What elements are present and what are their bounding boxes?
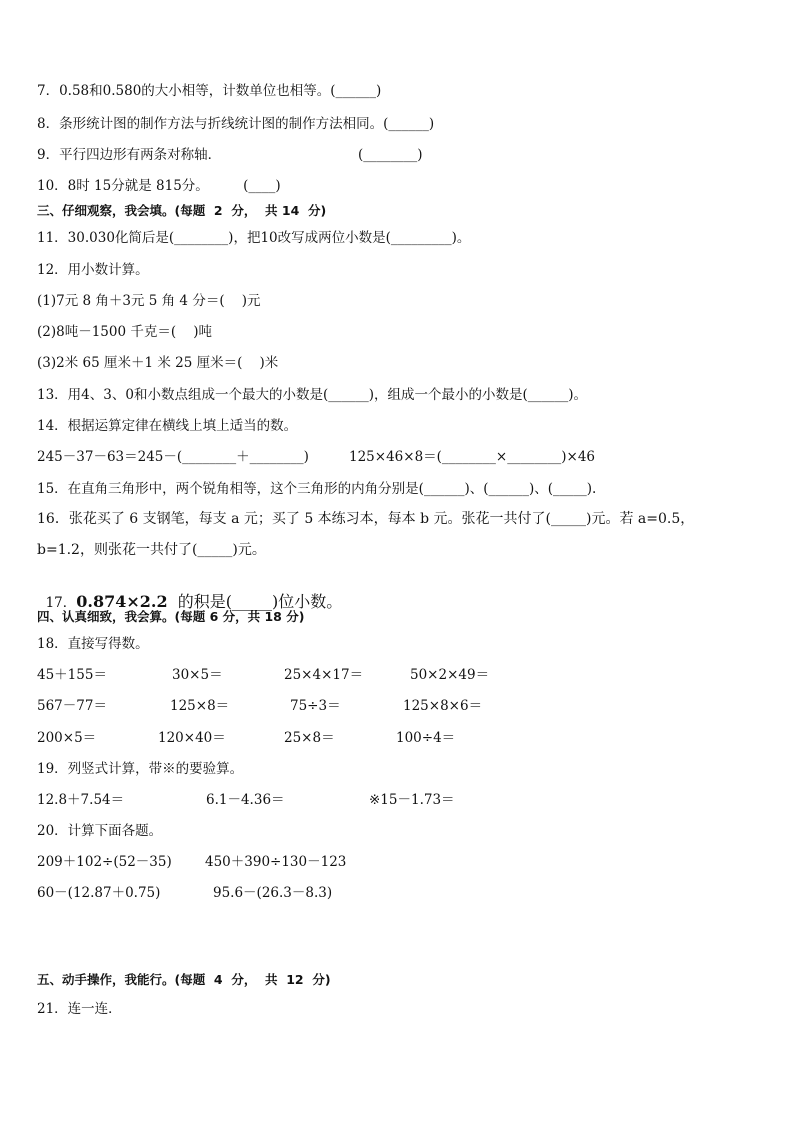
- q18-r3-c1: 200×5＝: [37, 730, 97, 746]
- section-4-header: 四、认真细致，我会算。(每题 6 分，共 18 分): [37, 609, 305, 624]
- q18-r1-c2: 30×5＝: [172, 667, 223, 683]
- q18-r3-c4: 100÷4＝: [396, 730, 456, 746]
- question-18: 18．直接写得数。: [37, 636, 149, 652]
- question-17-number: 17．: [45, 595, 77, 611]
- q20-r2-c2: 95.6－(26.3－8.3): [213, 885, 333, 901]
- q18-r3-c3: 25×8＝: [284, 730, 335, 746]
- question-9-blank: (________): [358, 147, 423, 163]
- q19-item-2: 6.1－4.36＝: [206, 792, 285, 808]
- q20-r1-c1: 209＋102÷(52－35): [37, 854, 172, 870]
- q18-r3-c2: 120×40＝: [158, 730, 226, 746]
- q18-r2-c2: 125×8＝: [170, 698, 230, 714]
- question-16-line2: b=1.2，则张花一共付了(_____)元。: [37, 542, 266, 558]
- question-11: 11．30.030化简后是(________)，把10改写成两位小数是(_________)。: [37, 230, 471, 246]
- question-17: [37, 575, 342, 612]
- question-17-expression: 0.874×2.2: [76, 592, 168, 611]
- section-5-header: 五、动手操作，我能行。(每题 4 分， 共 12 分): [37, 972, 331, 987]
- question-20: 20．计算下面各题。: [37, 823, 163, 839]
- q20-r1-c2: 450＋390÷130－123: [205, 854, 347, 870]
- question-16-line1: 16．张花买了 6 支钢笔，每支 a 元；买了 5 本练习本，每本 b 元。张花一共付了(_____)元。若 a=0.5，: [37, 511, 695, 527]
- q18-r2-c3: 75÷3＝: [290, 698, 341, 714]
- q18-r2-c1: 567－77＝: [37, 698, 107, 714]
- question-9: 9．平行四边形有两条对称轴．: [37, 147, 222, 163]
- question-13: 13．用4、3、0和小数点组成一个最大的小数是(______)，组成一个最小的小数是(______)。: [37, 387, 588, 403]
- q18-r2-c4: 125×8×6＝: [403, 698, 483, 714]
- question-15: 15．在直角三角形中，两个锐角相等，这个三角形的内角分别是(______)、(______)、(_____).: [37, 481, 597, 497]
- q18-r1-c4: 50×2×49＝: [410, 667, 490, 683]
- q18-r1-c3: 25×4×17＝: [284, 667, 364, 683]
- question-21: 21．连一连．: [37, 1001, 122, 1017]
- question-10: 10．8时 15分就是 815分。 (____): [37, 178, 281, 194]
- q19-item-3: ※15－1.73＝: [369, 792, 455, 808]
- question-8: 8．条形统计图的制作方法与折线统计图的制作方法相同。(______): [37, 116, 435, 132]
- q20-r2-c1: 60－(12.87＋0.75): [37, 885, 161, 901]
- question-12-3: (3)2米 65 厘米＋1 米 25 厘米＝( )米: [37, 355, 279, 371]
- question-12: 12．用小数计算。: [37, 262, 149, 278]
- q18-r1-c1: 45＋155＝: [37, 667, 107, 683]
- question-19: 19．列竖式计算，带※的要验算。: [37, 761, 244, 777]
- section-3-header: 三、仔细观察，我会填。(每题 2 分， 共 14 分): [37, 203, 327, 218]
- question-12-2: (2)8吨－1500 千克＝( )吨: [37, 324, 213, 340]
- question-17-text: 的积是(_____)位小数。: [167, 592, 343, 611]
- q19-item-1: 12.8＋7.54＝: [37, 792, 125, 808]
- question-14-a: 245－37－63＝245－(________＋________): [37, 449, 309, 465]
- question-14-b: 125×46×8＝(________×________)×46: [349, 449, 595, 465]
- question-14: 14．根据运算定律在横线上填上适当的数。: [37, 418, 298, 434]
- question-7: 7．0.58和0.580的大小相等，计数单位也相等。(______): [37, 83, 382, 99]
- question-12-1: (1)7元 8 角＋3元 5 角 4 分＝( )元: [37, 293, 261, 309]
